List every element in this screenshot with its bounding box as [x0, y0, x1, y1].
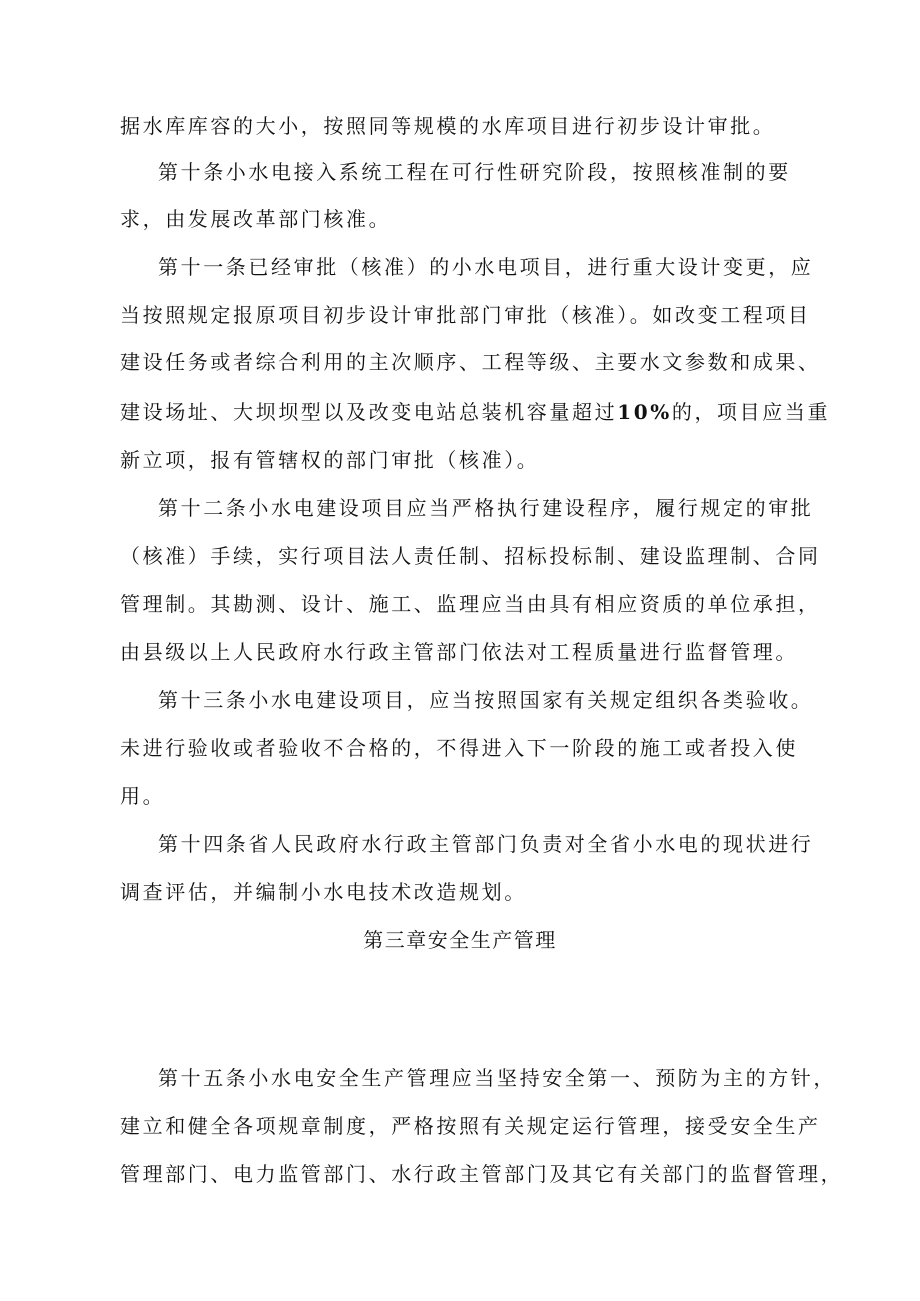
text-line: 未进行验收或者验收不合格的，不得进入下一阶段的施工或者投入使: [120, 736, 798, 760]
text-line: 用。: [120, 784, 166, 808]
text-line: 调查评估，并编制小水电技术改造规划。: [120, 880, 527, 904]
text-line: 管理制。其勘测、设计、施工、监理应当由具有相应资质的单位承担，: [120, 592, 821, 616]
text-line: 由县级以上人民政府水行政主管部门依法对工程质量进行监督管理。: [120, 640, 798, 664]
text-line: 求，由发展改革部门核准。: [120, 207, 392, 231]
text-line: （核准）手续，实行项目法人责任制、招标投标制、建设监理制、合同: [120, 544, 821, 568]
article-14-line: 第十四条省人民政府水行政主管部门负责对全省小水电的现状进行: [158, 832, 814, 856]
text-line: 建立和健全各项规章制度，严格按照有关规定运行管理，接受安全生产: [120, 1114, 821, 1138]
article-15-line: 第十五条小水电安全生产管理应当坚持安全第一、预防为主的方针，: [158, 1066, 836, 1090]
article-10-line: 第十条小水电接入系统工程在可行性研究阶段，按照核准制的要: [158, 160, 791, 184]
article-13-line: 第十三条小水电建设项目，应当按照国家有关规定组织各类验收。: [158, 688, 814, 712]
article-11-line: 第十一条已经审批（核准）的小水电项目，进行重大设计变更，应: [158, 255, 814, 279]
text-line: 管理部门、电力监管部门、水行政主管部门及其它有关部门的监督管理，: [120, 1162, 844, 1186]
article-12-line: 第十二条小水电建设项目应当严格执行建设程序，履行规定的审批: [158, 496, 814, 520]
text-segment: 的，项目应当重: [671, 400, 831, 424]
text-line: 当按照规定报原项目初步设计审批部门审批（核准）。如改变工程项目: [120, 303, 811, 327]
text-line: [120, 398, 830, 426]
percentage-value: 10%: [617, 400, 672, 424]
chapter-heading: 第三章安全生产管理: [363, 928, 557, 952]
text-line: 建设任务或者综合利用的主次顺序、工程等级、主要水文参数和成果、: [120, 350, 821, 374]
text-segment: 建设场址、大坝坝型以及改变电站总装机容量超过: [120, 400, 618, 424]
text-line: 据水库库容的大小，按照同等规模的水库项目进行初步设计审批。: [120, 114, 776, 138]
text-line: 新立项，报有管辖权的部门审批（核准）。: [120, 448, 540, 472]
